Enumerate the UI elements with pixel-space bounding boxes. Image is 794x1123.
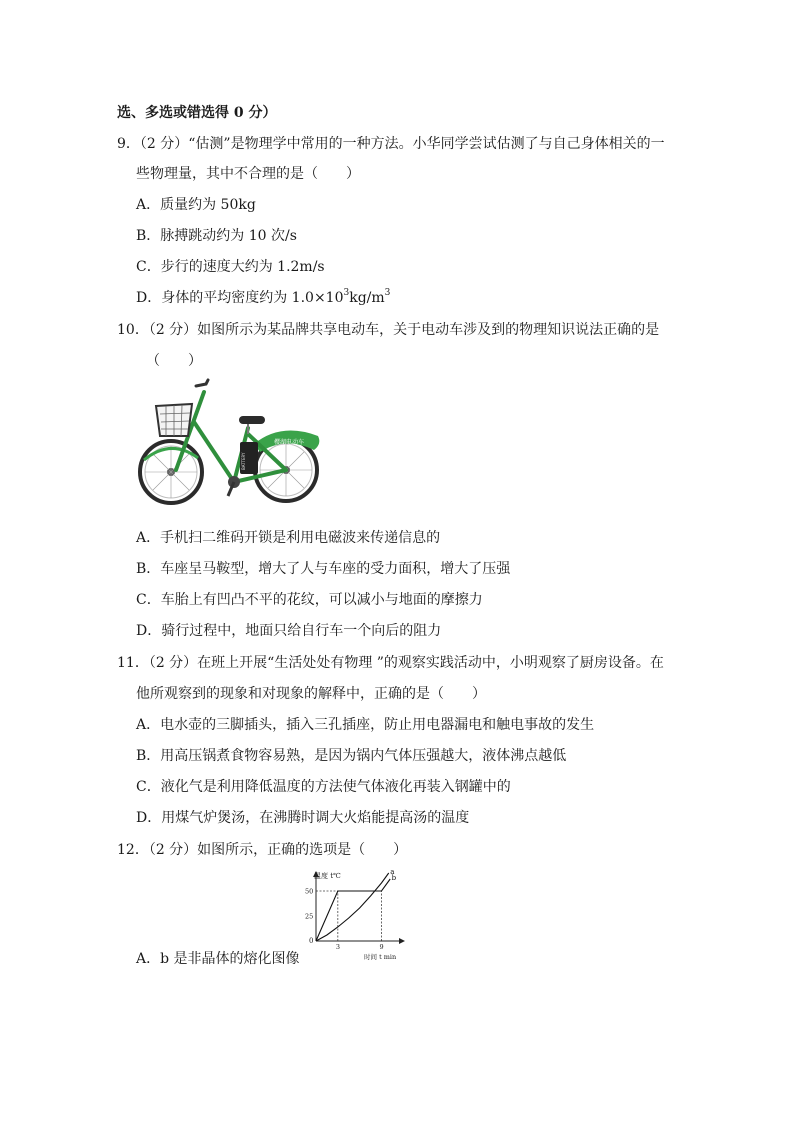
section-note: 选、多选或错选得 0 分） [117,105,277,121]
q9-option-d[interactable] [136,289,390,307]
front-basket [156,404,192,436]
shared-ebike-figure [136,378,328,508]
y-axis-label: 温度 t℃ [314,872,341,880]
front-wheel [140,441,202,503]
q10-option-b[interactable]: B．车座呈马鞍型，增大了人与车座的受力面积，增大了压强 [136,561,511,577]
q11-option-c[interactable]: C．液化气是利用降低温度的方法使气体液化再装入钢罐中的 [136,779,511,795]
y-tick-label-25: 25 [305,912,314,921]
q9-option-c[interactable]: C．步行的速度大约为 1.2m/s [136,259,325,275]
series-a-label: a [390,868,395,876]
handlebar [196,380,208,386]
melting-curve-chart [300,866,410,966]
saddle [239,416,265,424]
q11-option-a[interactable]: A．电水壶的三脚插头，插入三孔插座，防止用电器漏电和触电事故的发生 [136,717,595,733]
q10-option-c[interactable]: C．车胎上有凹凸不平的花纹，可以减小与地面的摩擦力 [136,592,483,608]
q10-option-a[interactable]: A．手机扫二维码开锁是利用电磁波来传递信息的 [136,530,441,546]
q9-option-d-text: D．身体的平均密度约为 1.0×10 [136,290,344,306]
q11-option-b[interactable]: B．用高压锅煮食物容易熟，是因为锅内气体压强越大，液体沸点越低 [136,748,567,764]
battery-label: BATTERY [241,452,246,470]
q10-stem-line2: （ ） [146,353,202,369]
series-b-label: b [391,874,397,882]
series-a-line [316,873,389,941]
q10-stem-line1: 10．（2 分）如图所示为某品牌共享电动车，关于电动车涉及到的物理知识说法正确的是 [117,322,660,338]
q10-option-d[interactable]: D．骑行过程中，地面只给自行车一个向后的阻力 [136,623,442,639]
q9-stem-line2: 些物理量，其中不合理的是（ ） [136,166,360,182]
panel-text: 樱湖电动车 [274,439,305,446]
q11-stem-line1: 11．（2 分）在班上开展“生活处处有物理 ”的观察实践活动中，小明观察了厨房设备。在 [117,655,664,671]
x-tick-label-9: 9 [379,943,384,951]
origin-label: 0 [309,937,314,945]
q11-option-d[interactable]: D．用煤气炉煲汤，在沸腾时调大火焰能提高汤的温度 [136,810,470,826]
q9-option-d-exponent: 3 [343,288,350,299]
y-tick-label-50: 50 [305,887,314,896]
q11-stem-line2: 他所观察到的现象和对现象的解释中，正确的是（ ） [136,686,486,702]
x-tick-label-3: 3 [335,943,340,951]
q9-option-d-unit: kg/m [349,290,385,306]
series-b-line [316,879,390,941]
q12-option-a[interactable]: A．b 是非晶体的熔化图像 [136,951,300,967]
q9-stem-line1: 9．（2 分）“估测”是物理学中常用的一种方法。小华同学尝试估测了与自己身体相关的一 [117,136,665,152]
q9-option-a[interactable]: A．质量约为 50kg [136,197,256,213]
x-axis-label: 时间 t min [364,953,397,961]
q9-option-b[interactable]: B．脉搏跳动约为 10 次/s [136,228,297,244]
q9-option-d-unit-exponent: 3 [384,288,391,299]
q12-stem: 12．（2 分）如图所示，正确的选项是（ ） [117,842,408,858]
